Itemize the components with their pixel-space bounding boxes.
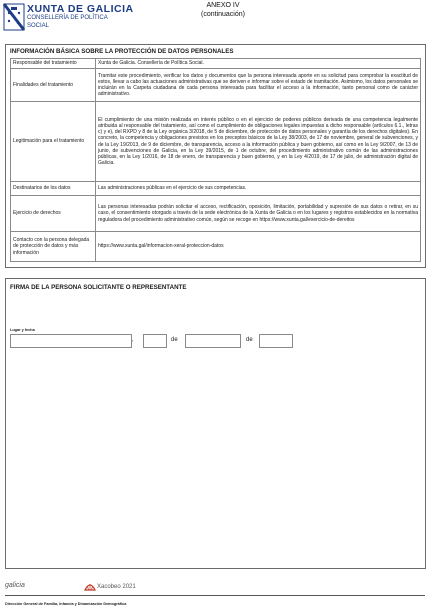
signature-section (5, 278, 426, 569)
contact-link[interactable]: https://www.xunta.gal/informacion-xeral-proteccion-datos (96, 232, 421, 262)
data-protection-section (5, 44, 426, 268)
row-value: El cumplimiento de una misión realizada en interés público o en el ejercicio de poderes públicos derivada de una competencia legalmente atribuida al responsable del tratamiento, así como el cumplimiento de obligaciones legales impuestas a dicho responsable (artículos 6.1., letras c) y e), del RXPD y 8 de la Ley orgánica 3/2018, de 5 de diciembre, de protección de datos personales y garantía de los derechos digitales). En concreto, la competencia y obligaciones previstos en los preceptos básicos de la Ley 38/2003, de 17 de noviembre, general de subvenciones, y de la Ley 19/2013, de 9 de diciembre, de transparencia, acceso a la información pública y buen gobierno, así como en la Ley 9/2007, de 13 de junio, de subvenciones de Galicia, en la Ley 39/2015, de 1 de octubre, del procedimiento administrativo común de las administraciones públicas, en la Ley 1/2016, de 18 de enero, de transparencia y buen gobierno, y en la Ley 4/2019, de 17 de julio, de administración digital de Galicia. (96, 102, 421, 182)
place-field[interactable] (10, 334, 132, 348)
xacobeo-shell-icon (84, 582, 96, 592)
de-separator-1: de (171, 337, 178, 343)
data-protection-table (10, 58, 421, 262)
year-field[interactable] (259, 334, 293, 348)
row-label: Finalidades del tratamiento (11, 69, 96, 102)
row-value: Xunta de Galicia. Consellería de Política Social. (96, 59, 421, 69)
row-value (96, 196, 421, 232)
org-sub-line-2: SOCIAL (27, 22, 50, 29)
row-value: Las administraciones públicas en el ejercicio de sus competencias. (96, 182, 421, 196)
table-row (11, 102, 421, 182)
xunta-logo-icon (3, 3, 25, 31)
row-label: Legitimación para el tratamiento (11, 102, 96, 182)
org-sub-line-1: CONSELLERÍA DE POLÍTICA (27, 15, 108, 21)
annex-title: ANEXO IV (206, 2, 240, 9)
org-name: XUNTA DE GALICIA (27, 3, 134, 15)
row-label: Ejercicio de derechos (11, 196, 96, 232)
day-field[interactable] (143, 334, 167, 348)
table-row (11, 182, 421, 196)
row-label: Contacto con la persona delegada de protección de datos y más información (11, 232, 96, 262)
comma-separator: , (132, 337, 134, 343)
row-value: Tramitar este procedimiento, verificar los datos y documentos que la persona interesada aporte en su solicitud para comprobar la exactitud de estos, llevar a cabo las actuaciones administrativas que se deriven e informar sobre el estado de tramitación. Asimismo, los datos personales se incluirán en la Carpeta ciudadana de cada persona interesada para facilitar el acceso a la información, tanto personal como de carácter administrativo. (96, 69, 421, 102)
data-protection-title: INFORMACIÓN BÁSICA SOBRE LA PROTECCIÓN DE DATOS PERSONALES (10, 48, 234, 55)
place-date-label: Lugar y fecha (10, 328, 35, 332)
table-row (11, 232, 421, 262)
annex-subtitle: (continuación) (201, 10, 245, 18)
table-row (11, 196, 421, 232)
xacobeo-logo: Xacobeo 2021 (97, 584, 136, 590)
org-subtitle (27, 15, 108, 30)
row-value-text: Las personas interesadas podrán solicitar el acceso, rectificación, oposición, limitación, portabilidad y supresión de sus datos o retirar, en su caso, el consentimiento otorgado a través de la sede electrónica de la Xunta de Galicia o en los lugares y registros establecidos en la normativa reguladora del procedimiento administrativo común, según se recoge en https://www.xunta.gal/exercicio-de-dereitos (98, 204, 418, 223)
signature-title: FIRMA DE LA PERSONA SOLICITANTE O REPRESENTANTE (10, 284, 187, 291)
table-row (11, 59, 421, 69)
row-label: Destinatarios de los datos (11, 182, 96, 196)
footer-department: Dirección General de Familia, Infancia y Dinamización Demográfica (5, 602, 127, 606)
de-separator-2: de (246, 337, 253, 343)
annex-heading (193, 2, 253, 19)
table-row (11, 69, 421, 102)
galicia-logo: galicia (5, 582, 25, 589)
document-header (0, 0, 439, 40)
footer-divider (5, 595, 425, 596)
row-label: Responsable del tratamiento (11, 59, 96, 69)
month-field[interactable] (185, 334, 241, 348)
